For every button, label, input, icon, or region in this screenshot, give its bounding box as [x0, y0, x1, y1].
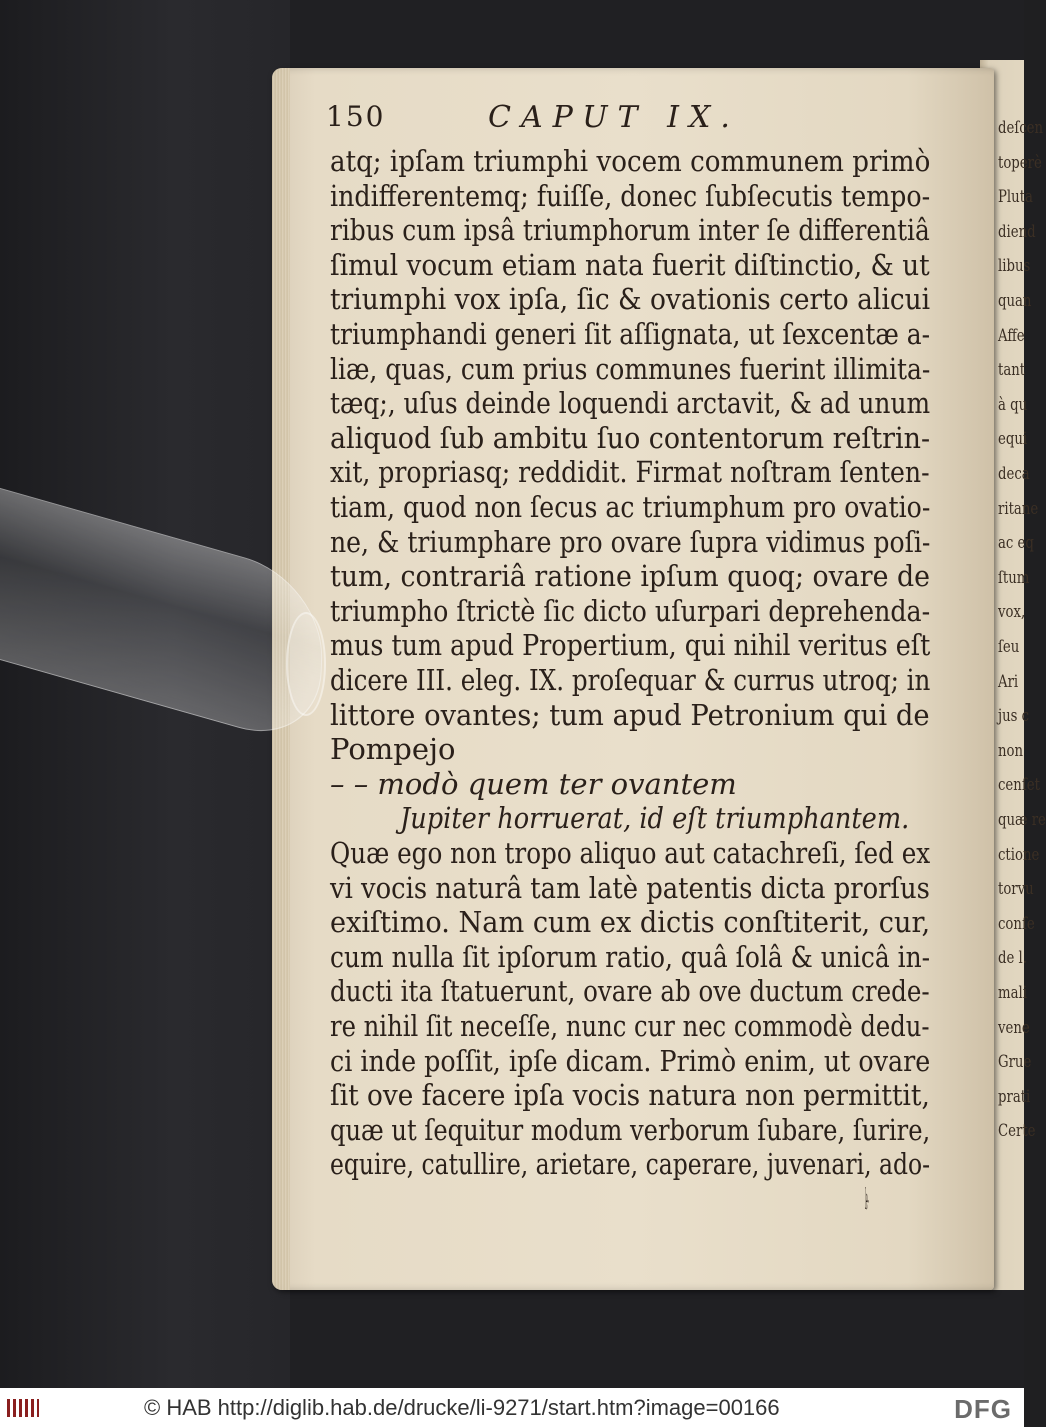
footer-credit[interactable]: © HAB http://diglib.hab.de/drucke/li-9271/start.htm?image=00166 [144, 1395, 780, 1420]
facing-page-word: cenſet [998, 775, 1040, 796]
page-number: 150 [326, 100, 386, 133]
facing-page-word: vox, [998, 602, 1026, 623]
facing-page-word: Affe [998, 325, 1025, 346]
facing-page-word: Grue [998, 1052, 1032, 1073]
text-line: ſit ove facere ipſa vocis natura non permittit, [330, 1078, 930, 1113]
facing-page-word: prati [998, 1086, 1031, 1107]
text-line: vi vocis naturâ tam latè patentis dicta prorſus [330, 870, 930, 905]
hab-logo-icon [6, 1396, 40, 1420]
text-line: ne, & triumphare pro ovare ſupra vidimus poſi- [330, 524, 931, 559]
text-line: quæ ut ſequitur modum verborum ſubare, ſurire, [330, 1112, 931, 1147]
text-line: Quæ ego non tropo aliquo aut catachreſi, ſed ex [330, 836, 931, 870]
facing-page-word: quæ re [998, 810, 1046, 830]
facing-page-word: ac eq [998, 533, 1034, 554]
text-line: Jupiter horruerat, id eſt triumphantem. [400, 801, 910, 836]
text-line: mus tum apud Propertium, qui nihil veritus eſt [330, 628, 931, 663]
text-line: ſimul vocum etiam nata fuerit diſtinctio, & ut [330, 247, 930, 282]
text-line: dicere III. eleg. IX. proſequar & currus utroq; in [330, 663, 931, 697]
text-line: re nihil ſit neceſſe, nunc cur nec commodè dedu- [330, 1009, 930, 1043]
text-line: equire, catullire, arietare, caperare, juvenari, ado- [330, 1147, 931, 1182]
text-line: atq; ipſam triumphi vocem communem primò [330, 144, 931, 178]
facing-page-word: toperè [998, 152, 1042, 173]
text-line: cum nulla ſit ipſorum ratio, quâ ſolâ & unicâ in- [330, 939, 931, 974]
facing-page-word: quan [998, 291, 1032, 311]
text-line: ribus cum ipsâ triumphorum inter ſe differentiâ [330, 213, 930, 248]
footer-bar [0, 1388, 1024, 1427]
dfg-logo: DFG [954, 1394, 1012, 1424]
facing-page-word: Ari [998, 671, 1019, 692]
plastic-clip-tip [286, 612, 326, 716]
facing-page-word: Certe [998, 1121, 1036, 1142]
facing-page-word: mali [998, 983, 1027, 1003]
facing-page-word: ſeu [998, 637, 1020, 657]
facing-page-word: jus c [998, 706, 1030, 727]
text-line: triumphi vox ipſa, ſic & ovationis certo alicui [330, 282, 931, 317]
facing-page-word: torvu [998, 879, 1034, 900]
text-line: tum, contrariâ ratione ipſum quoq; ovare de [330, 559, 931, 594]
facing-page-word: à qu [998, 394, 1028, 415]
text-line: ci inde poſſit, ipſe dicam. Primò enim, ut ovare [330, 1043, 931, 1078]
text-line: littore ovantes; tum apud Petronium qui de [330, 697, 930, 732]
facing-page-word: deca [998, 464, 1030, 484]
text-line: xit, propriasq; reddidit. Firmat noſtram ſenten- [330, 455, 930, 490]
text-line: indifferentemq; fuiſſe, donec ſubſecutis tempo- [330, 178, 931, 213]
facing-page-word: de l. [998, 948, 1028, 969]
text-line: le- [865, 1182, 869, 1216]
facing-page-word: diend [998, 221, 1036, 242]
text-line: exiſtimo. Nam cum ex dictis conſtiterit, cur, [330, 905, 931, 940]
facing-page-word: ſtum [998, 567, 1030, 588]
text-line: Pompejo [330, 732, 456, 767]
facing-page-word: libus [998, 256, 1031, 277]
text-line: aliquod ſub ambitu ſuo contentorum reſtrin- [330, 420, 931, 455]
running-head: CAPUT IX. [488, 100, 740, 135]
facing-page-word: deſcen [998, 118, 1044, 138]
text-line: tiam, quod non ſecus ac triumphum pro ovatio- [330, 490, 931, 524]
text-line: liæ, quas, cum prius communes fuerint illimita- [330, 351, 931, 386]
facing-page-word: non [998, 740, 1024, 761]
text-line: ducti ita ſtatuerunt, ovare ab ove ductum crede- [330, 974, 930, 1009]
text-line: triumphandi generi ſit aſſignata, ut ſexcentæ a- [330, 317, 931, 351]
facing-page-word: conſe [998, 913, 1035, 934]
facing-page-word: ctione [998, 844, 1040, 865]
facing-page-word: vene [998, 1017, 1030, 1038]
text-line: triumpho ſtrictè ſic dicto uſurpari deprehenda- [330, 593, 931, 628]
facing-page-word: Pluta [998, 187, 1033, 208]
text-line: – – modò quem ter ovantem [330, 766, 737, 801]
text-line: tæq;, uſus deinde loquendi arctavit, & ad unum [330, 386, 931, 421]
facing-page-word: ritane [998, 498, 1039, 519]
facing-page-word: tant [998, 360, 1026, 381]
facing-page-word: equi [998, 429, 1028, 450]
